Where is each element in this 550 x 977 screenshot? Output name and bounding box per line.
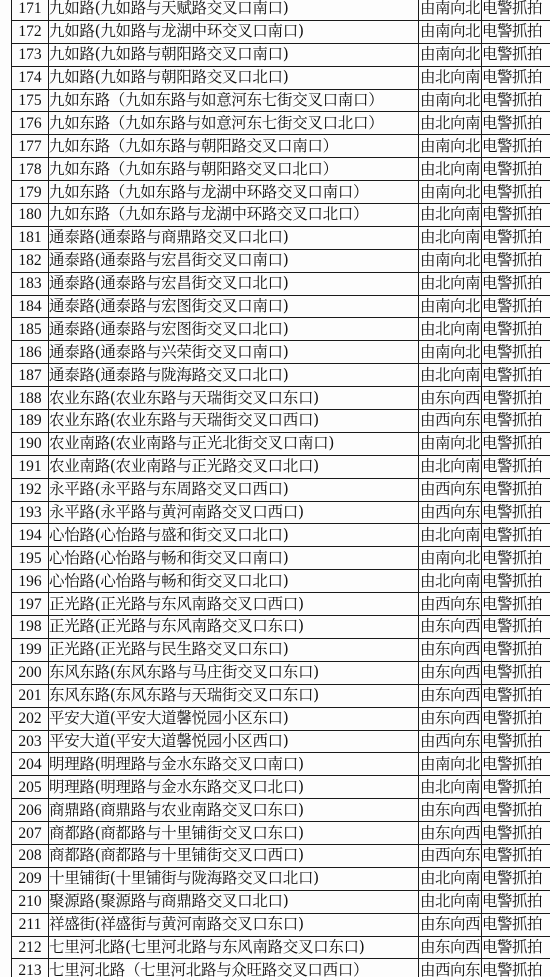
enforcement-type-cell: 电警抓拍 [482, 753, 550, 776]
table-row [12, 799, 550, 822]
location-cell: 九如路(九如路与天赋路交叉口南口) [49, 0, 419, 20]
table-row [12, 867, 550, 890]
location-cell: 九如东路（九如东路与朝阳路交叉口南口） [49, 135, 419, 158]
table-row [12, 776, 550, 799]
enforcement-type-cell: 电警抓拍 [482, 936, 550, 959]
table-row [12, 822, 550, 845]
table-row [12, 89, 550, 112]
enforcement-type-cell: 电警抓拍 [482, 455, 550, 478]
row-number-cell: 202 [12, 707, 49, 730]
direction-cell: 由北向南 [419, 66, 482, 89]
table-body [12, 0, 550, 977]
direction-cell: 由南向北 [419, 295, 482, 318]
row-number-cell: 197 [12, 593, 49, 616]
row-number-cell: 196 [12, 570, 49, 593]
row-number-cell: 171 [12, 0, 49, 20]
location-cell: 九如路(九如路与朝阳路交叉口南口) [49, 43, 419, 66]
enforcement-type-cell: 电警抓拍 [482, 135, 550, 158]
row-number-cell: 188 [12, 387, 49, 410]
location-cell: 通泰路(通泰路与兴荣街交叉口南口) [49, 341, 419, 364]
enforcement-type-cell: 电警抓拍 [482, 387, 550, 410]
row-number-cell: 210 [12, 890, 49, 913]
table-row [12, 570, 550, 593]
row-number-cell: 211 [12, 913, 49, 936]
row-number-cell: 182 [12, 249, 49, 272]
location-cell: 通泰路(通泰路与商鼎路交叉口北口) [49, 226, 419, 249]
table-row [12, 66, 550, 89]
enforcement-type-cell: 电警抓拍 [482, 341, 550, 364]
row-number-cell: 177 [12, 135, 49, 158]
table-row [12, 135, 550, 158]
enforcement-type-cell: 电警抓拍 [482, 547, 550, 570]
location-cell: 九如东路（九如东路与朝阳路交叉口北口） [49, 158, 419, 181]
row-number-cell: 175 [12, 89, 49, 112]
enforcement-type-cell: 电警抓拍 [482, 432, 550, 455]
camera-location-table [11, 0, 550, 977]
location-cell: 九如东路（九如东路与如意河东七街交叉口南口） [49, 89, 419, 112]
direction-cell: 由北向南 [419, 455, 482, 478]
location-cell: 祥盛街(祥盛街与黄河南路交叉口东口) [49, 913, 419, 936]
location-cell: 东风东路(东风东路与马庄街交叉口东口) [49, 661, 419, 684]
direction-cell: 由东向西 [419, 616, 482, 639]
direction-cell: 由南向北 [419, 20, 482, 43]
row-number-cell: 185 [12, 318, 49, 341]
enforcement-type-cell: 电警抓拍 [482, 570, 550, 593]
enforcement-type-cell: 电警抓拍 [482, 959, 550, 977]
direction-cell: 由东向西 [419, 799, 482, 822]
table-row [12, 661, 550, 684]
enforcement-type-cell: 电警抓拍 [482, 524, 550, 547]
location-cell: 通泰路(通泰路与宏图街交叉口南口) [49, 295, 419, 318]
table-row [12, 226, 550, 249]
location-cell: 九如东路（九如东路与龙湖中环路交叉口北口） [49, 204, 419, 227]
direction-cell: 由南向北 [419, 341, 482, 364]
table-row [12, 158, 550, 181]
location-cell: 七里河北路（七里河北路与众旺路交叉口西口） [49, 959, 419, 977]
direction-cell: 由东向西 [419, 684, 482, 707]
location-cell: 九如东路（九如东路与龙湖中环路交叉口南口） [49, 181, 419, 204]
table-row [12, 20, 550, 43]
direction-cell: 由北向南 [419, 570, 482, 593]
row-number-cell: 206 [12, 799, 49, 822]
direction-cell: 由南向北 [419, 753, 482, 776]
enforcement-type-cell: 电警抓拍 [482, 318, 550, 341]
location-cell: 心怡路(心怡路与盛和街交叉口北口) [49, 524, 419, 547]
table-row [12, 432, 550, 455]
direction-cell: 由南向北 [419, 0, 482, 20]
enforcement-type-cell: 电警抓拍 [482, 661, 550, 684]
enforcement-type-cell: 电警抓拍 [482, 478, 550, 501]
direction-cell: 由西向东 [419, 410, 482, 433]
table-row [12, 204, 550, 227]
table-row [12, 341, 550, 364]
direction-cell: 由东向西 [419, 936, 482, 959]
row-number-cell: 194 [12, 524, 49, 547]
enforcement-type-cell: 电警抓拍 [482, 913, 550, 936]
direction-cell: 由南向北 [419, 547, 482, 570]
row-number-cell: 183 [12, 272, 49, 295]
location-cell: 正光路(正光路与东风南路交叉口西口) [49, 593, 419, 616]
table-row [12, 295, 550, 318]
direction-cell: 由西向东 [419, 844, 482, 867]
direction-cell: 由南向北 [419, 432, 482, 455]
location-cell: 九如路(九如路与朝阳路交叉口北口) [49, 66, 419, 89]
row-number-cell: 174 [12, 66, 49, 89]
enforcement-type-cell: 电警抓拍 [482, 181, 550, 204]
enforcement-type-cell: 电警抓拍 [482, 730, 550, 753]
table-row [12, 455, 550, 478]
table-row [12, 616, 550, 639]
row-number-cell: 173 [12, 43, 49, 66]
location-cell: 商鼎路(商鼎路与农业南路交叉口东口) [49, 799, 419, 822]
direction-cell: 由北向南 [419, 524, 482, 547]
direction-cell: 由南向北 [419, 135, 482, 158]
direction-cell: 由北向南 [419, 226, 482, 249]
location-cell: 明理路(明理路与金水东路交叉口南口) [49, 753, 419, 776]
direction-cell: 由东向西 [419, 387, 482, 410]
location-cell: 十里铺街(十里铺街与陇海路交叉口北口) [49, 867, 419, 890]
table-row [12, 684, 550, 707]
location-cell: 农业南路(农业南路与正光北街交叉口南口) [49, 432, 419, 455]
table-row [12, 753, 550, 776]
enforcement-type-cell: 电警抓拍 [482, 295, 550, 318]
table-row [12, 387, 550, 410]
table-row [12, 249, 550, 272]
direction-cell: 由北向南 [419, 867, 482, 890]
enforcement-type-cell: 电警抓拍 [482, 89, 550, 112]
table-row [12, 707, 550, 730]
row-number-cell: 195 [12, 547, 49, 570]
enforcement-type-cell: 电警抓拍 [482, 638, 550, 661]
location-cell: 商都路(商都路与十里铺街交叉口西口) [49, 844, 419, 867]
table-row [12, 43, 550, 66]
enforcement-type-cell: 电警抓拍 [482, 410, 550, 433]
direction-cell: 由东向西 [419, 913, 482, 936]
row-number-cell: 200 [12, 661, 49, 684]
location-cell: 永平路(永平路与黄河南路交叉口西口) [49, 501, 419, 524]
enforcement-type-cell: 电警抓拍 [482, 364, 550, 387]
location-cell: 东风东路(东风东路与天瑞街交叉口东口) [49, 684, 419, 707]
table-row [12, 272, 550, 295]
row-number-cell: 189 [12, 410, 49, 433]
enforcement-type-cell: 电警抓拍 [482, 43, 550, 66]
enforcement-type-cell: 电警抓拍 [482, 249, 550, 272]
enforcement-type-cell: 电警抓拍 [482, 867, 550, 890]
direction-cell: 由北向南 [419, 272, 482, 295]
direction-cell: 由西向东 [419, 478, 482, 501]
table-row [12, 0, 550, 20]
table-row [12, 501, 550, 524]
row-number-cell: 192 [12, 478, 49, 501]
row-number-cell: 187 [12, 364, 49, 387]
direction-cell: 由西向东 [419, 730, 482, 753]
location-cell: 明理路(明理路与金水东路交叉口北口) [49, 776, 419, 799]
row-number-cell: 172 [12, 20, 49, 43]
location-cell: 平安大道(平安大道馨悦园小区西口) [49, 730, 419, 753]
location-cell: 通泰路(通泰路与宏昌街交叉口北口) [49, 272, 419, 295]
table-row [12, 959, 550, 977]
location-cell: 通泰路(通泰路与陇海路交叉口北口) [49, 364, 419, 387]
direction-cell: 由北向南 [419, 890, 482, 913]
direction-cell: 由东向西 [419, 638, 482, 661]
table-row [12, 524, 550, 547]
enforcement-type-cell: 电警抓拍 [482, 0, 550, 20]
row-number-cell: 209 [12, 867, 49, 890]
row-number-cell: 193 [12, 501, 49, 524]
direction-cell: 由西向东 [419, 593, 482, 616]
row-number-cell: 212 [12, 936, 49, 959]
table-row [12, 890, 550, 913]
row-number-cell: 186 [12, 341, 49, 364]
row-number-cell: 208 [12, 844, 49, 867]
table-row [12, 364, 550, 387]
direction-cell: 由北向南 [419, 318, 482, 341]
row-number-cell: 178 [12, 158, 49, 181]
table-row [12, 638, 550, 661]
table-row [12, 913, 550, 936]
location-cell: 商都路(商都路与十里铺街交叉口东口) [49, 822, 419, 845]
enforcement-type-cell: 电警抓拍 [482, 20, 550, 43]
row-number-cell: 190 [12, 432, 49, 455]
enforcement-type-cell: 电警抓拍 [482, 799, 550, 822]
row-number-cell: 191 [12, 455, 49, 478]
direction-cell: 由南向北 [419, 43, 482, 66]
location-cell: 通泰路(通泰路与宏图街交叉口北口) [49, 318, 419, 341]
direction-cell: 由南向北 [419, 89, 482, 112]
table-row [12, 318, 550, 341]
direction-cell: 由北向南 [419, 364, 482, 387]
direction-cell: 由东向西 [419, 822, 482, 845]
location-cell: 心怡路(心怡路与畅和街交叉口南口) [49, 547, 419, 570]
location-cell: 通泰路(通泰路与宏昌街交叉口南口) [49, 249, 419, 272]
row-number-cell: 184 [12, 295, 49, 318]
table-row [12, 478, 550, 501]
row-number-cell: 201 [12, 684, 49, 707]
row-number-cell: 213 [12, 959, 49, 977]
row-number-cell: 205 [12, 776, 49, 799]
enforcement-type-cell: 电警抓拍 [482, 776, 550, 799]
location-cell: 九如路(九如路与龙湖中环交叉口南口) [49, 20, 419, 43]
row-number-cell: 179 [12, 181, 49, 204]
table-row [12, 936, 550, 959]
location-cell: 农业南路(农业南路与正光路交叉口北口) [49, 455, 419, 478]
enforcement-type-cell: 电警抓拍 [482, 112, 550, 135]
direction-cell: 由南向北 [419, 249, 482, 272]
location-cell: 正光路(正光路与民生路交叉口东口) [49, 638, 419, 661]
location-cell: 永平路(永平路与东周路交叉口西口) [49, 478, 419, 501]
enforcement-type-cell: 电警抓拍 [482, 684, 550, 707]
enforcement-type-cell: 电警抓拍 [482, 890, 550, 913]
enforcement-type-cell: 电警抓拍 [482, 501, 550, 524]
enforcement-type-cell: 电警抓拍 [482, 226, 550, 249]
direction-cell: 由西向东 [419, 959, 482, 977]
enforcement-type-cell: 电警抓拍 [482, 272, 550, 295]
table-row [12, 410, 550, 433]
direction-cell: 由北向南 [419, 776, 482, 799]
row-number-cell: 199 [12, 638, 49, 661]
row-number-cell: 176 [12, 112, 49, 135]
row-number-cell: 204 [12, 753, 49, 776]
row-number-cell: 198 [12, 616, 49, 639]
direction-cell: 由北向南 [419, 204, 482, 227]
location-cell: 正光路(正光路与东风南路交叉口东口) [49, 616, 419, 639]
row-number-cell: 180 [12, 204, 49, 227]
table-row [12, 730, 550, 753]
enforcement-type-cell: 电警抓拍 [482, 616, 550, 639]
direction-cell: 由西向东 [419, 501, 482, 524]
table-row [12, 844, 550, 867]
table-row [12, 593, 550, 616]
enforcement-type-cell: 电警抓拍 [482, 707, 550, 730]
direction-cell: 由北向南 [419, 112, 482, 135]
direction-cell: 由北向南 [419, 158, 482, 181]
enforcement-type-cell: 电警抓拍 [482, 66, 550, 89]
enforcement-type-cell: 电警抓拍 [482, 593, 550, 616]
direction-cell: 由东向西 [419, 707, 482, 730]
table-row [12, 181, 550, 204]
location-cell: 农业东路(农业东路与天瑞街交叉口东口) [49, 387, 419, 410]
direction-cell: 由南向北 [419, 181, 482, 204]
enforcement-type-cell: 电警抓拍 [482, 844, 550, 867]
row-number-cell: 207 [12, 822, 49, 845]
location-cell: 心怡路(心怡路与畅和街交叉口北口) [49, 570, 419, 593]
location-cell: 聚源路(聚源路与商鼎路交叉口北口) [49, 890, 419, 913]
enforcement-type-cell: 电警抓拍 [482, 822, 550, 845]
location-cell: 平安大道(平安大道馨悦园小区东口) [49, 707, 419, 730]
location-cell: 七里河北路(七里河北路与东风南路交叉口东口) [49, 936, 419, 959]
table-row [12, 547, 550, 570]
enforcement-type-cell: 电警抓拍 [482, 204, 550, 227]
table-row [12, 112, 550, 135]
location-cell: 农业东路(农业东路与天瑞街交叉口西口) [49, 410, 419, 433]
location-cell: 九如东路（九如东路与如意河东七街交叉口北口） [49, 112, 419, 135]
row-number-cell: 203 [12, 730, 49, 753]
enforcement-type-cell: 电警抓拍 [482, 158, 550, 181]
row-number-cell: 181 [12, 226, 49, 249]
direction-cell: 由东向西 [419, 661, 482, 684]
